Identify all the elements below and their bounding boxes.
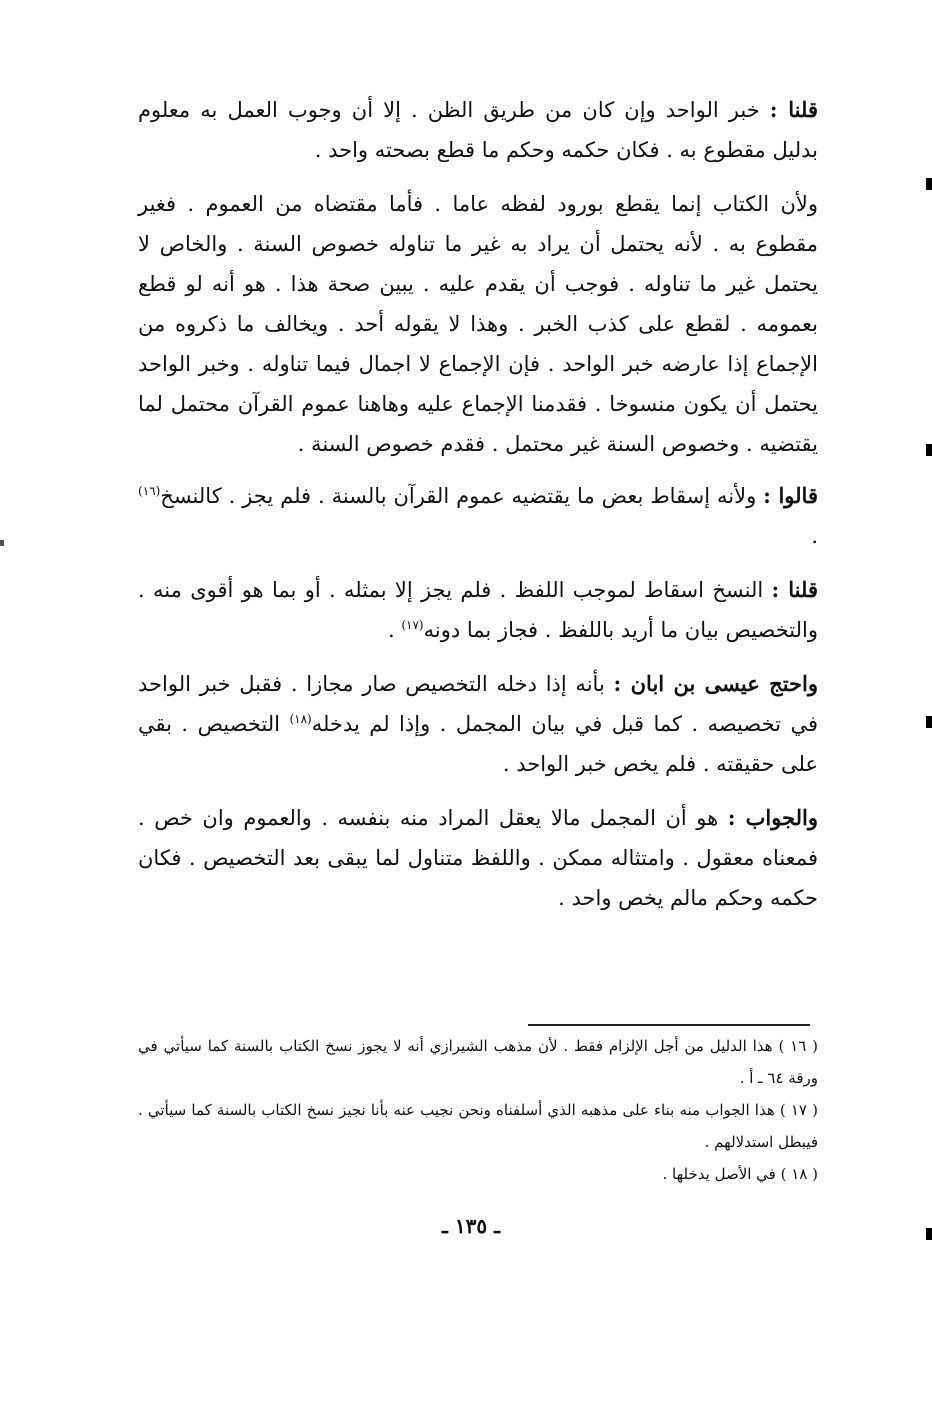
edge-speck xyxy=(0,540,4,546)
paragraph-lead: قالوا : xyxy=(763,483,818,508)
paragraph xyxy=(138,570,818,650)
paragraph-text: هو أن المجمل مالا يعقل المراد منه بنفسه . والعموم وان خص . فمعناه معقول . وامتثاله ممكن . واللفظ متناول لما يبقى بعد التخصيص . فكان حكمه وحكم مالم يخص واحد . xyxy=(138,806,818,910)
footnote-ref: (١٧) xyxy=(401,618,424,632)
margin-mark xyxy=(926,178,932,190)
paragraph-text: ولأنه إسقاط بعض ما يقتضيه عموم القرآن بالسنة . فلم يجز . كالنسخ xyxy=(160,484,764,508)
margin-mark xyxy=(926,1228,932,1240)
page-number: ـ ١٣٥ ـ xyxy=(442,1214,500,1238)
footnote: ( ١٧ ) هذا الجواب منه بناء على مذهبه الذي أسلفناه ونحن نجيب عنه بأنا نجيز نسخ الكتاب بالسنة كما سيأتي . فيبطل استدلالهم . xyxy=(138,1101,818,1151)
paragraph-text-tail: . xyxy=(387,618,402,642)
paragraph-text: بأنه إذا دخله التخصيص صار مجازا . فقبل خبر الواحد في تخصيصه . كما قبل في بيان المجمل . وإذا لم يدخله xyxy=(138,672,819,736)
paragraph-text-tail: . xyxy=(811,524,818,548)
footnote-ref: (١٦) xyxy=(138,484,161,498)
paragraph xyxy=(138,184,818,464)
paragraph xyxy=(138,90,818,170)
paragraph xyxy=(138,476,818,556)
paragraph-lead: والجواب : xyxy=(727,805,818,830)
paragraph-text-tail: التخصيص . بقي على حقيقته . فلم يخص خبر الواحد . xyxy=(138,712,818,776)
footnote-ref: (١٨) xyxy=(289,712,312,726)
main-text xyxy=(138,90,818,918)
paragraph-lead: قلنا : xyxy=(769,97,818,122)
footnote-separator xyxy=(528,1024,810,1026)
footnotes xyxy=(138,1030,818,1190)
paragraph-text: ولأن الكتاب إنما يقطع بورود لفظه عاما . فأما مقتضاه من العموم . فغير مقطوع به . لأنه يحتمل أن يراد به غير ما تناوله خصوص السنة . والخاص لا يحتمل غير ما تناوله . فوجب أن يقدم عليه . يبين صحة هذا . هو أنه لو قطع بعمومه . لقطع على كذب الخبر . وهذا لا يقوله أحد . ويخالف ما ذكروه من الإجماع إذا عارضه خبر الواحد . فإن الإجماع لا اجمال فيما تناوله . وخبر الواحد يحتمل أن يكون منسوخا . فقدمنا الإجماع عليه وهاهنا عموم القرآن محتمل لما يقتضيه . وخصوص السنة غير محتمل . فقدم خصوص السنة . xyxy=(138,192,818,456)
footnote: ( ١٨ ) في الأصل يدخلها . xyxy=(662,1165,818,1183)
paragraph-lead: قلنا : xyxy=(771,577,818,602)
paragraph xyxy=(138,664,818,784)
paragraph-text: خبر الواحد وإن كان من طريق الظن . إلا أن وجوب العمل به معلوم بدليل مقطوع به . فكان حكمه وحكم ما قطع بصحته واحد . xyxy=(138,98,818,162)
margin-mark xyxy=(926,716,932,728)
paragraph-lead: واحتج عيسى بن ابان : xyxy=(613,671,818,696)
paragraph-text: النسخ اسقاط لموجب اللفظ . فلم يجز إلا بمثله . أو بما هو أقوى منه . والتخصيص بيان ما أريد باللفظ . فجاز بما دونه xyxy=(138,578,818,642)
margin-mark xyxy=(926,444,932,456)
footnote: ( ١٦ ) هذا الدليل من أجل الإلزام فقط . لأن مذهب الشيرازي أنه لا يجوز نسخ الكتاب بالسنة كما سيأتي في ورقة ٦٤ ـ أ . xyxy=(138,1037,818,1087)
paragraph xyxy=(138,798,818,918)
